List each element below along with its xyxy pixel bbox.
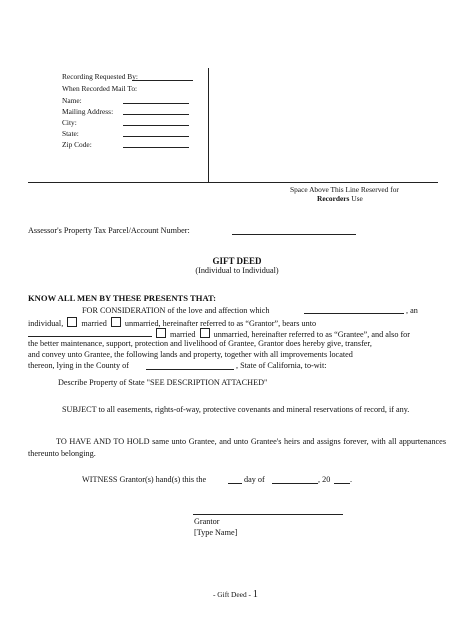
consideration-text: FOR CONSIDERATION of the love and affection which (82, 306, 270, 315)
grantee-unmarried-checkbox[interactable] (200, 328, 210, 338)
assessor-parcel-field[interactable] (232, 234, 356, 235)
consideration-line5: and convey unto Grantee, the following lands and property, together with all improvements located (28, 350, 353, 359)
grantor-unmarried-label: unmarried, hereinafter referred to as “Grantor”, bears unto (124, 319, 317, 328)
city-field[interactable] (123, 125, 189, 126)
reserved-note-line1: Space Above This Line Reserved for (290, 185, 399, 194)
reserved-use: Use (349, 194, 363, 203)
consideration-line1 (82, 306, 269, 316)
county-field[interactable] (146, 369, 234, 370)
grantee-unmarried-label: unmarried, hereinafter referred to as “Grantee”, and also for (213, 330, 411, 339)
reserved-recorders: Recorders (317, 194, 350, 203)
mailing-address-field[interactable] (123, 114, 189, 115)
consideration-an: , an (406, 306, 418, 315)
mailing-address-label: Mailing Address: (62, 107, 114, 116)
individual-text: individual, (28, 319, 64, 328)
witness-month-field[interactable] (272, 483, 318, 484)
witness-text-a: WITNESS Grantor(s) hand(s) this the (82, 475, 207, 484)
mail-to-label: When Recorded Mail To: (62, 84, 138, 93)
state-field[interactable] (123, 136, 189, 137)
grantee-name-field[interactable] (28, 336, 152, 337)
property-description: Describe Property of State "SEE DESCRIPTION ATTACHED" (58, 378, 268, 387)
city-label: City: (62, 118, 77, 127)
habendum-paragraph: TO HAVE AND TO HOLD same unto Grantee, and unto Grantee's heirs and assigns forever, with all appurtenances thereunto belonging. (28, 437, 446, 458)
recording-requested-by-label: Recording Requested By: (62, 72, 138, 81)
grantee-married-label: married (170, 330, 196, 339)
assessor-label: Assessor's Property Tax Parcel/Account Number: (28, 226, 190, 235)
grantor-name-field[interactable] (304, 313, 404, 314)
deed-title: GIFT DEED (212, 256, 262, 266)
reserved-note-line2 (317, 194, 363, 203)
name-field[interactable] (123, 103, 189, 104)
grantor-married-label: married (81, 319, 107, 328)
witness-text-c: , 20 (318, 475, 331, 484)
page-number: 1 (252, 589, 258, 600)
grantor-unmarried-checkbox[interactable] (111, 317, 121, 327)
witness-year-field[interactable] (334, 483, 350, 484)
grantor-signature-line[interactable] (193, 514, 343, 515)
deed-subtitle: (Individual to Individual) (195, 266, 279, 275)
name-label: Name: (62, 96, 82, 105)
recording-box-bottom-rule (28, 182, 438, 183)
recording-requested-by-field[interactable] (132, 80, 193, 81)
grantor-type-name: [Type Name] (194, 528, 238, 537)
recording-box-divider (208, 68, 209, 182)
page-footer (213, 590, 258, 599)
consideration-line6b: , State of California, to-wit: (236, 361, 327, 370)
grantee-married-checkbox[interactable] (156, 328, 166, 338)
witness-text-b: day of (244, 475, 265, 484)
zip-code-label: Zip Code: (62, 140, 92, 149)
consideration-line6a: thereon, lying in the County of (28, 361, 129, 370)
state-label: State: (62, 129, 79, 138)
witness-text-d: . (350, 475, 353, 484)
grantor-signature-label: Grantor (194, 517, 220, 526)
zip-code-field[interactable] (123, 147, 189, 148)
footer-label: - Gift Deed - (213, 590, 251, 599)
subject-paragraph: SUBJECT to all easements, rights-of-way, protective covenants and mineral reservations of record, if any. (62, 405, 410, 414)
know-all-men-heading: KNOW ALL MEN BY THESE PRESENTS THAT: (28, 293, 216, 303)
consideration-line4: the better maintenance, support, protection and livelihood of Grantee, Grantor does hereby give, transfer, (28, 339, 372, 348)
grantor-married-checkbox[interactable] (67, 317, 77, 327)
witness-day-field[interactable] (228, 483, 242, 484)
